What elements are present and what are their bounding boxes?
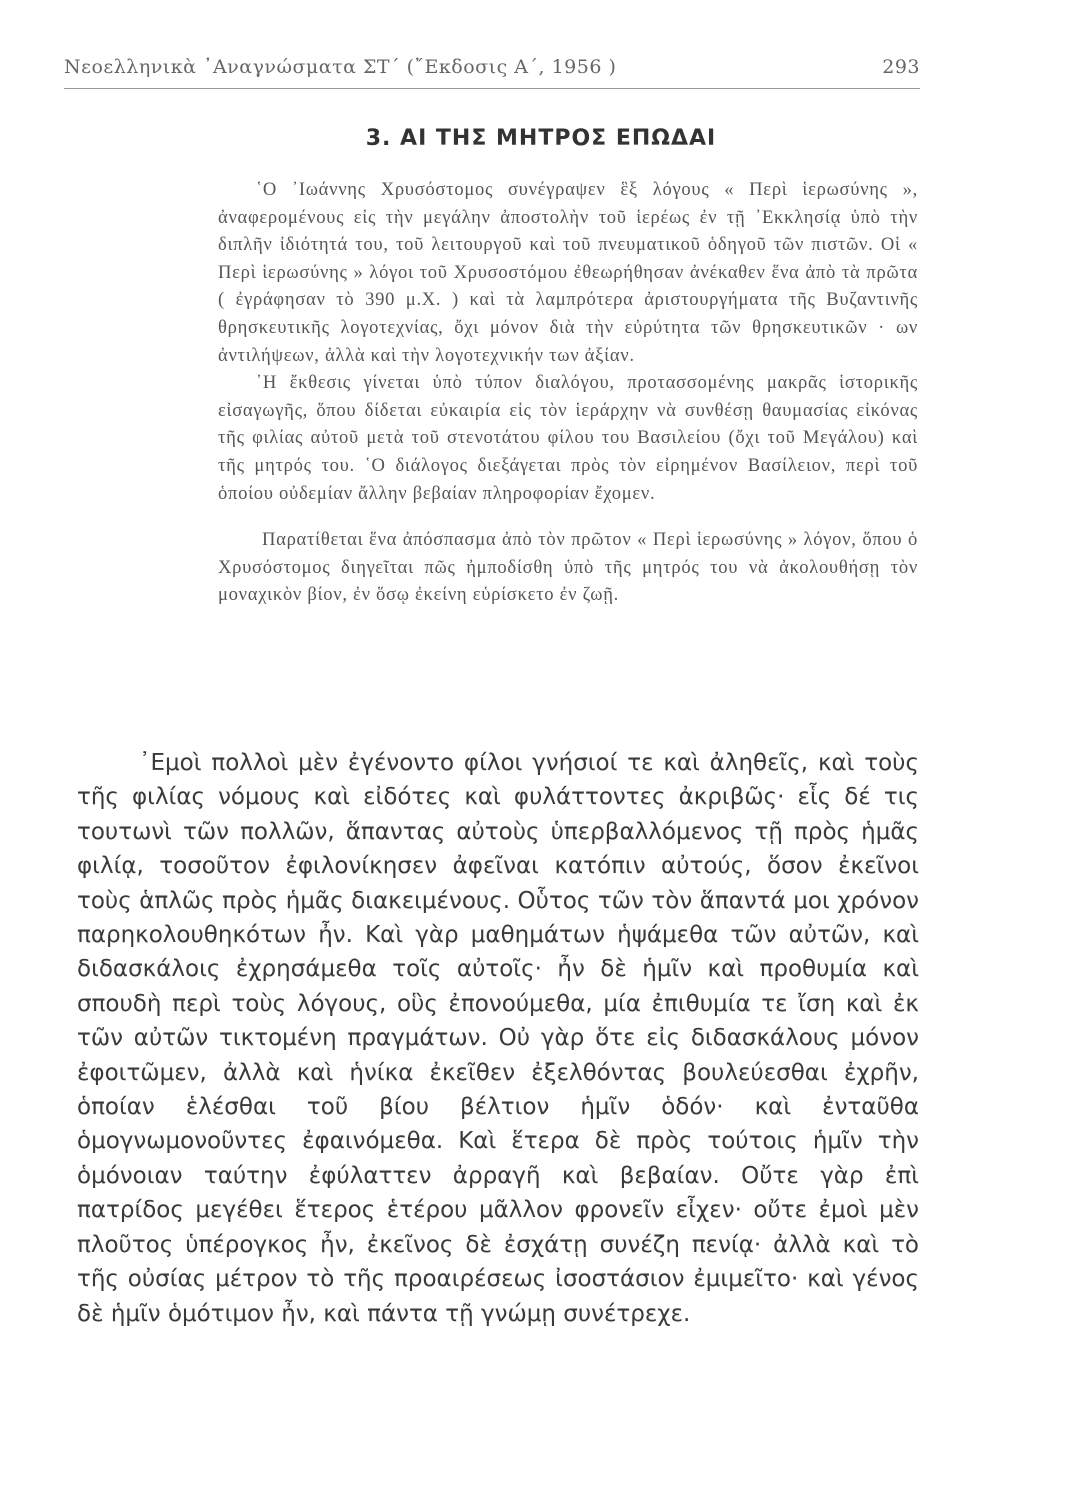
- intro-paragraph: Παρατίθεται ἕνα ἀπόσπασμα ἀπὸ τὸν πρῶτον « Περὶ ἱερωσύνης » λόγον, ὅπου ὁ Χρυσόστομος διηγεῖται πῶς ἠμποδίσθη ὑπὸ τῆς μητρός του νὰ ἀκολουθήσῃ τὸν μοναχικὸν βίον, ἐν ὅσῳ ἐκείνη εὑρίσκετο ἐν ζωῇ.: [218, 529, 918, 606]
- running-title: Νεοελληνικὰ ᾿Αναγνώσματα ΣΤ΄ (῎Εκδοσις Α΄, 1956 ): [64, 56, 617, 78]
- intro-paragraph: ῾Ο ᾿Ιωάννης Χρυσόστομος συνέγραψεν ἓξ λόγους « Περὶ ἱερωσύνης », ἀναφερομένους εἰς τὴν μεγάλην ἀποστολὴν τοῦ ἱερέως ἐν τῇ ᾿Εκκλησίᾳ ὑπὸ τὴν διπλῆν ἰδιότητά του, τοῦ λειτουργοῦ καὶ τοῦ πνευματικοῦ ὁδηγοῦ τῶν πιστῶν. Οἱ « Περὶ ἱερωσύνης » λόγοι τοῦ Χρυσοστόμου ἐθεωρήθησαν ἀνέκαθεν ἕνα ἀπὸ τὰ πρῶτα ( ἐγράφησαν τὸ 390 μ.Χ. ) καὶ τὰ λαμπρότερα ἀριστουργήματα τῆς Βυζαντινῆς θρησκευτικῆς λογοτεχνίας, ὄχι μόνον διὰ τὴν εὐρύτητα τῶν θρησκευτικῶν · ων ἀντιλήψεων, ἀλλὰ καὶ τὴν λογοτεχνικήν των ἀξίαν.: [218, 179, 918, 366]
- main-paragraph: ᾿Εμοὶ πολλοὶ μὲν ἐγένοντο φίλοι γνήσιοί τε καὶ ἀληθεῖς, καὶ τοὺς τῆς φιλίας νόμους καὶ εἰδότες καὶ φυλάττοντες ἀκριβῶς· εἷς δέ τις τουτωνὶ τῶν πολλῶν, ἅπαντας αὐτοὺς ὑπερβαλλόμενος τῇ πρὸς ἡμᾶς φιλίᾳ, τοσοῦτον ἐφιλονίκησεν ἀφεῖναι κατόπιν αὐτούς, ὅσον ἐκεῖνοι τοὺς ἁπλῶς πρὸς ἡμᾶς διακειμένους. Οὗτος τῶν τὸν ἅπαντά μοι χρόνον παρηκολουθηκότων ἦν. Καὶ γὰρ μαθημάτων ἡψάμεθα τῶν αὐτῶν, καὶ διδασκάλοις ἐχρησάμεθα τοῖς αὐτοῖς· ἦν δὲ ἡμῖν καὶ προθυμία καὶ σπουδὴ περὶ τοὺς λόγους, οὓς ἐπονούμεθα, μία ἐπιθυμία τε ἴση καὶ ἐκ τῶν αὐτῶν τικτομένη πραγμάτων. Οὐ γὰρ ὅτε εἰς διδασκάλους μόνον ἐφοιτῶμεν, ἀλλὰ καὶ ἡνίκα ἐκεῖθεν ἐξελθόντας βουλεύεσθαι ἐχρῆν, ὁποίαν ἑλέσθαι τοῦ βίου βέλτιον ἡμῖν ὁδόν· καὶ ἐνταῦθα ὁμογνωμονοῦντες ἐφαινόμεθα. Καὶ ἕτερα δὲ πρὸς τούτοις ἡμῖν τὴν ὁμόνοιαν ταύτην ἐφύλαττεν ἀρραγῆ καὶ βεβαίαν. Οὔτε γὰρ ἐπὶ πατρίδος μεγέθει ἕτερος ἑτέρου μᾶλλον φρονεῖν εἶχεν· οὔτε ἐμοὶ μὲν πλοῦτος ὑπέρογκος ἦν, ἐκεῖνος δὲ ἐσχάτῃ συνέζη πενίᾳ· ἀλλὰ καὶ τὸ τῆς οὐσίας μέτρον τὸ τῆς προαιρέσεως ἰσοστάσιον ἐμιμεῖτο· καὶ γένος δὲ ἡμῖν ὁμότιμον ἦν, καὶ πάντα τῇ γνώμῃ συνέτρεχε.: [77, 750, 919, 1327]
- running-header: [64, 56, 920, 78]
- section-title: 3. ΑΙ ΤΗΣ ΜΗΤΡΟΣ ΕΠΩΔΑΙ: [365, 126, 717, 151]
- page-number: 293: [882, 56, 920, 78]
- main-text-block: [77, 746, 919, 1331]
- header-rule: [64, 88, 920, 89]
- intro-block: [218, 176, 918, 609]
- intro-paragraph: ῾Η ἔκθεσις γίνεται ὑπὸ τύπον διαλόγου, προτασσομένης μακρᾶς ἱστορικῆς εἰσαγωγῆς, ὅπου δίδεται εὐκαιρία εἰς τὸν ἱεράρχην νὰ συνθέσῃ θαυμασίας εἰκόνας τῆς φιλίας αὐτοῦ μετὰ τοῦ στενοτάτου φίλου του Βασιλείου (ὄχι τοῦ Μεγάλου) καὶ τῆς μητρός του. ῾Ο διάλογος διεξάγεται πρὸς τὸν εἰρημένον Βασίλειον, περὶ τοῦ ὁποίου οὐδεμίαν ἄλλην βεβαίαν πληροφορίαν ἔχομεν.: [218, 372, 918, 504]
